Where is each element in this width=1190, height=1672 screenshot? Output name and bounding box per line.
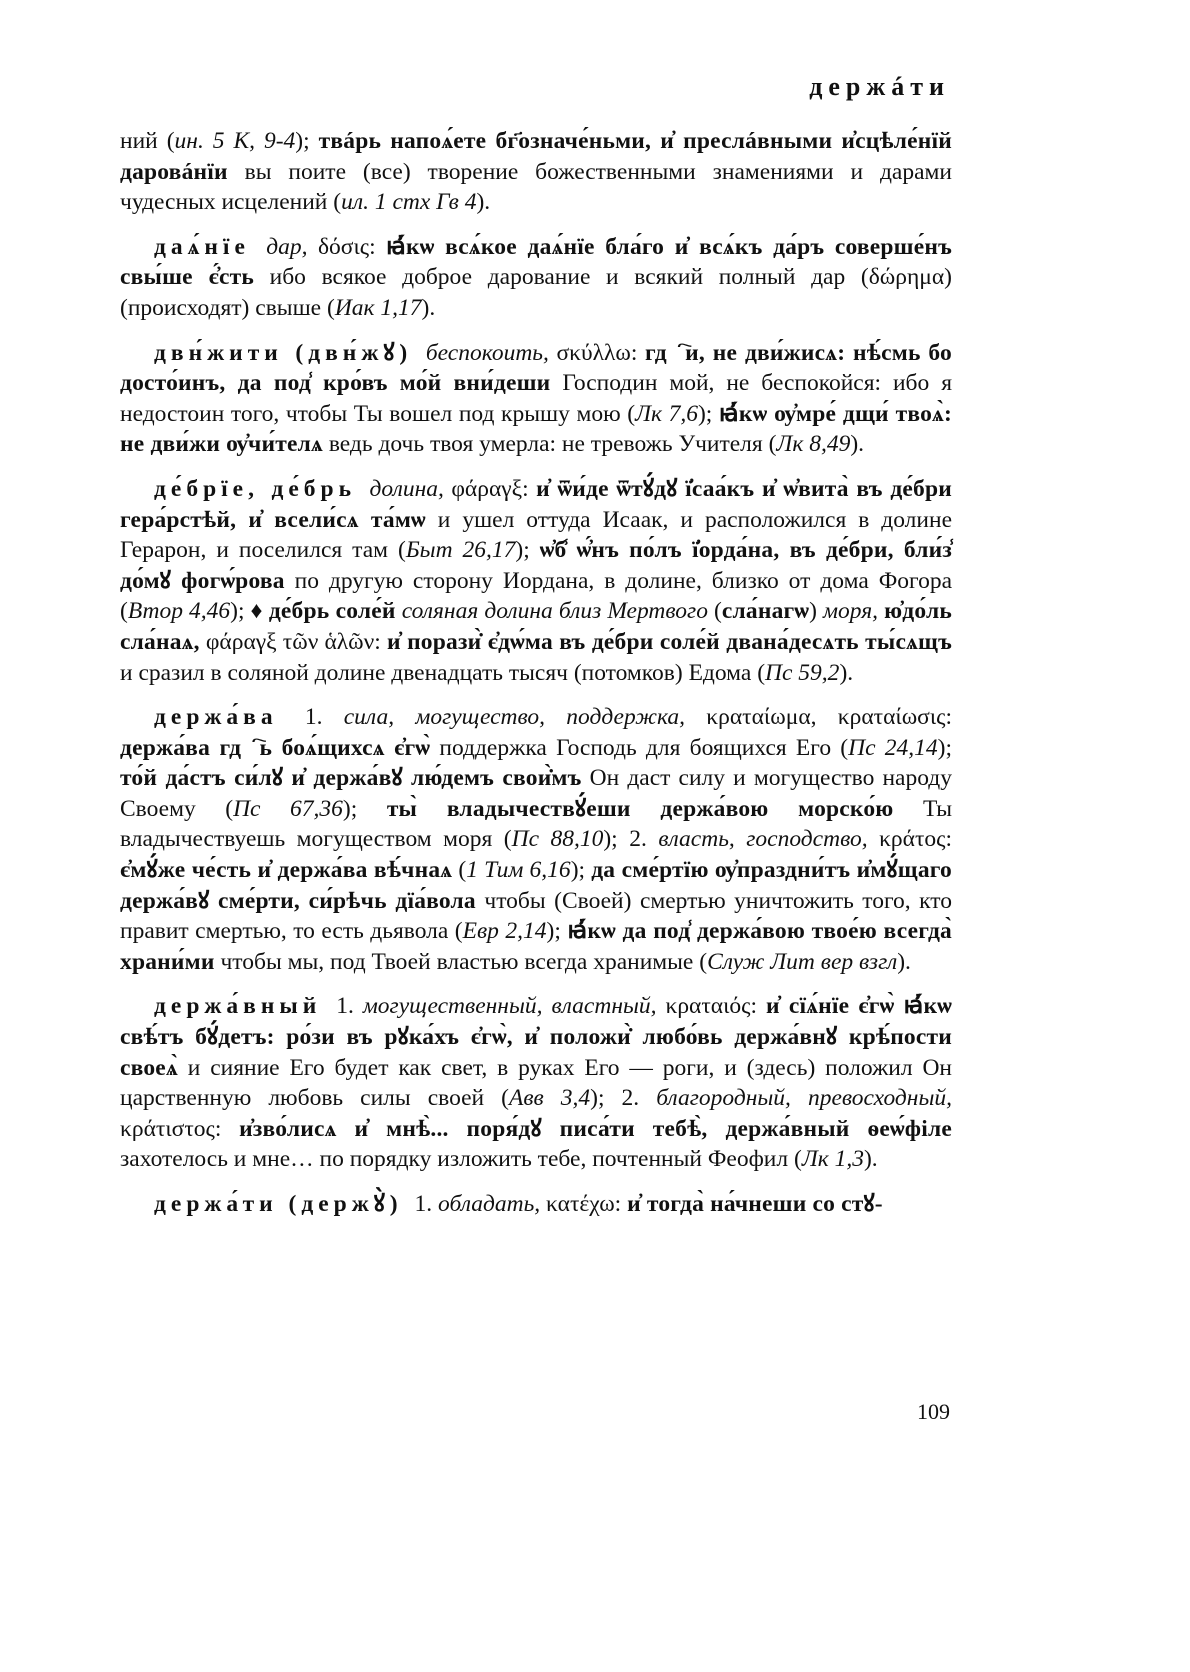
headword: держа́ва xyxy=(154,704,278,731)
text-segment: и сразил в соляной долине двенадцать тысяч (потомков) Едома ( xyxy=(120,659,766,686)
text-segment: чтобы (Своей) смертью уничтожить того, кто правит смертью, то есть дьявола ( xyxy=(120,887,952,945)
italic-text: Быт 26,17 xyxy=(405,537,516,564)
church-slavonic-text: держа́ва гдⷭ҇ь боѧ́щихсѧ є҆гѡ̀ xyxy=(120,734,431,761)
text-segment: ). xyxy=(476,189,491,216)
italic-text: власть, господство, xyxy=(658,826,868,853)
text-segment: κραταίωμα, κραταίωσις: xyxy=(685,704,953,731)
church-slavonic-text: ты̀ владычествꙋ́еши держа́вою морско́ю xyxy=(386,795,894,822)
church-slavonic-text: да сме́ртїю ѹ҆праздни́тъ и҆мꙋ́щаго держа́вꙋ сме́рти, си́рѣчь дїа́вола xyxy=(120,857,953,914)
italic-text: Служ Лит вер взгл xyxy=(707,948,898,975)
italic-text: сила, могущество, поддержка, xyxy=(343,704,686,731)
text-segment: ); xyxy=(342,795,387,822)
text-segment: κράτιστος: xyxy=(120,1115,240,1142)
text-segment: Господин мой, не беспокойся: ибо я недостоин того, чтобы Ты вошел под крышу мою ( xyxy=(120,370,953,427)
entry-derzhavnyi xyxy=(120,991,952,1175)
italic-text: могущественный, властный, xyxy=(362,993,657,1020)
italic-text: долина, xyxy=(369,475,444,502)
text-segment: ибо всякое доброе дарование и всякий полный дар (δώρημα) (происходят) свыше ( xyxy=(120,264,952,321)
italic-text: 1 Тим 6,16 xyxy=(466,857,571,884)
entry-dvizhiti xyxy=(120,338,952,460)
italic-text: Лк 1,3 xyxy=(801,1146,864,1173)
text-segment: ); xyxy=(570,857,592,884)
dictionary-text xyxy=(120,126,952,1234)
church-slavonic-text: ꙗ҆́кѡ ѹ҆мре́ дщи́ твоѧ̀: не дви́жи ѹ҆чи́телѧ xyxy=(120,400,952,458)
text-segment: 1. xyxy=(283,704,344,731)
church-slavonic-text: и҆ сїѧ́нїе є҆гѡ̀ ꙗ҆́кѡ свѣ́тъ бꙋ́детъ: ро́зи въ рꙋка́хъ є҆гѡ̀, и҆ положи̇̀ любо́вь держа́внꙋ крѣ́пости своеѧ̀ xyxy=(120,993,953,1081)
church-slavonic-text: ѡ҆б̾ ѡ҆́нъ по́лъ ї҆орда́на, въ де́бри, бли́з̾ до́мꙋ фогѡ́рова xyxy=(120,537,952,594)
italic-text: Лк 7,6 xyxy=(635,400,698,427)
italic-text: Иак 1,17 xyxy=(334,294,422,321)
text-segment: ( xyxy=(707,598,722,625)
text-segment xyxy=(256,234,266,260)
text-segment: Он даст силу и могущество народу Своему ( xyxy=(120,765,952,822)
text-segment: и ушел оттуда Исаак, и расположился в долине Герарон, и поселился там ( xyxy=(120,506,952,564)
headword: держа́вный xyxy=(154,993,322,1020)
italic-text: Евр 2,14 xyxy=(462,918,547,945)
italic-text: Пс 59,2 xyxy=(765,659,840,686)
italic-text: беспокоить, xyxy=(425,339,549,366)
church-slavonic-text: де́брь соле́й xyxy=(268,598,396,625)
italic-text: Лк 8,49 xyxy=(776,431,851,458)
text-segment: κατέχω: xyxy=(540,1191,628,1217)
headword: держа́ти (держꙋ̀) xyxy=(154,1191,403,1217)
church-slavonic-text: ю҆до́ль сла́наѧ, xyxy=(120,598,953,655)
text-segment: ). xyxy=(897,948,911,975)
text-segment: ) xyxy=(809,598,824,625)
italic-text: ил. 1 стх Гв 4 xyxy=(341,189,477,216)
italic-text: Пс 67,36 xyxy=(233,795,343,822)
text-segment: ); ♦ xyxy=(230,598,269,625)
page-number: 109 xyxy=(917,1399,950,1424)
entry-derzhati xyxy=(120,1189,952,1220)
text-segment: κράτος: xyxy=(867,826,953,853)
text-segment: захотелось и мне… по порядку изложить тебе, почтенный Феофил ( xyxy=(120,1146,802,1173)
italic-text: Авв 3,4 xyxy=(508,1085,591,1112)
text-segment: 1. xyxy=(327,993,363,1020)
italic-text: обладать, xyxy=(438,1191,541,1217)
church-slavonic-text: гдⷭ҇и, не дви́жисѧ: нѣ́смь бо досто́инъ, да под̾ кро́въ мо́й вни́деши xyxy=(120,339,952,397)
church-slavonic-text: и҆ порази̇̀ є҆дѡ́ма въ де́бри соле́й двана́десѧть ты́сѧщъ xyxy=(386,628,952,655)
text-segment: вы поите (все) творение божественными знамениями и дарами чудесных исцелений ( xyxy=(120,158,952,216)
headword: де́брїе, де́брь xyxy=(154,475,357,502)
text-segment: ); xyxy=(546,918,568,945)
italic-text: ин. 5 К, 9-4 xyxy=(174,128,296,154)
text-segment xyxy=(362,476,369,502)
headword: двн́жити (двн́жꙋ) xyxy=(154,339,413,366)
church-slavonic-text: и҆зво́лисѧ и҆ мнѣ̀... поря́дꙋ писа́ти тебѣ̀, держа́вный ѳеѡ́філе xyxy=(239,1115,952,1142)
church-slavonic-text: сла́нагѡ xyxy=(721,598,810,625)
text-segment: ). xyxy=(863,1146,878,1173)
text-segment: Ты владычествуешь могуществом моря ( xyxy=(120,795,952,853)
text-segment: ний ( xyxy=(120,128,175,154)
church-slavonic-text: ꙗ҆́кѡ всѧ́кое даѧ́нїе бла́го и҆ всѧ́къ да́ръ соверше́нъ свы́ше є҆́сть xyxy=(120,233,952,291)
text-segment: φάραγξ: xyxy=(443,475,537,502)
text-segment: поддержка Господь для боящихся Его ( xyxy=(430,734,849,761)
text-segment: ведь дочь твоя умерла: не тревожь Учителя ( xyxy=(322,431,777,458)
church-slavonic-text: и҆ ѿи́де ѿтꙋ́дꙋ ї҆саа́къ и҆ ѡ҆вита̀ въ де́бри гера́рстѣй, и҆ всели́сѧ та́мѡ xyxy=(120,475,952,533)
entry-continuation xyxy=(120,126,952,218)
italic-text: дар, xyxy=(266,233,308,260)
text-segment: чтобы мы, под Твоей властью всегда хранимые ( xyxy=(214,948,708,975)
running-title: держáти xyxy=(809,72,950,101)
text-segment: σκύλλω: xyxy=(548,339,646,366)
text-segment xyxy=(418,340,426,366)
text-segment: ); 2. xyxy=(603,826,659,853)
text-segment: ). xyxy=(421,294,436,321)
text-segment: ); 2. xyxy=(590,1085,657,1112)
text-segment: ); xyxy=(697,400,719,427)
church-slavonic-text: то́й да́стъ си́лꙋ и҆ держа́вꙋ лю́демъ свои̇̀мъ xyxy=(120,765,582,792)
entry-debrie xyxy=(120,474,952,688)
text-segment: ). xyxy=(850,431,865,458)
church-slavonic-text: и҆ тогда̀ на́чнеши со стꙋ- xyxy=(627,1191,883,1217)
text-segment: ). xyxy=(839,659,854,686)
church-slavonic-text: є҆мꙋ́же че́сть и҆ держа́ва вѣ́чнаѧ xyxy=(120,857,453,884)
italic-text: Втор 4,46 xyxy=(127,598,231,625)
italic-text: Пс 88,10 xyxy=(511,826,604,853)
text-segment: δόσις: xyxy=(307,233,387,260)
text-segment: 1. xyxy=(408,1191,439,1217)
church-slavonic-text: твáрь напоѧ́ете бг҃означе́ньми, и҆ преслáвными и҆сцѣле́нїй даровáнїи xyxy=(120,128,952,185)
text-segment: κραταιός: xyxy=(656,993,766,1020)
italic-text: Пс 24,14 xyxy=(848,734,938,761)
text-segment: ); xyxy=(295,128,319,154)
text-segment: по другую сторону Иордана, в долине, близко от дома Фогора ( xyxy=(120,567,952,625)
text-segment: ( xyxy=(452,857,467,884)
text-segment: ); xyxy=(937,734,953,761)
italic-text: соляная долина близ Мертвого xyxy=(401,598,708,625)
text-segment: ); xyxy=(515,537,540,564)
italic-text: моря, xyxy=(823,598,879,625)
text-segment: φάραγξ τῶν ἁλῶν: xyxy=(199,628,387,655)
italic-text: благородный, превосходный, xyxy=(656,1085,953,1112)
entry-dayanie xyxy=(120,232,952,324)
headword: даѧ́нїе xyxy=(154,233,250,260)
text-segment: и сияние Его будет как свет, в руках Его — роги, и (здесь) положил Он царственную любовь силы своей ( xyxy=(120,1054,952,1112)
church-slavonic-text: ꙗ҆́кѡ да под̾ держа́вою твое́ю всегда̀ храни́ми xyxy=(120,918,952,975)
entry-derzhava xyxy=(120,702,952,977)
